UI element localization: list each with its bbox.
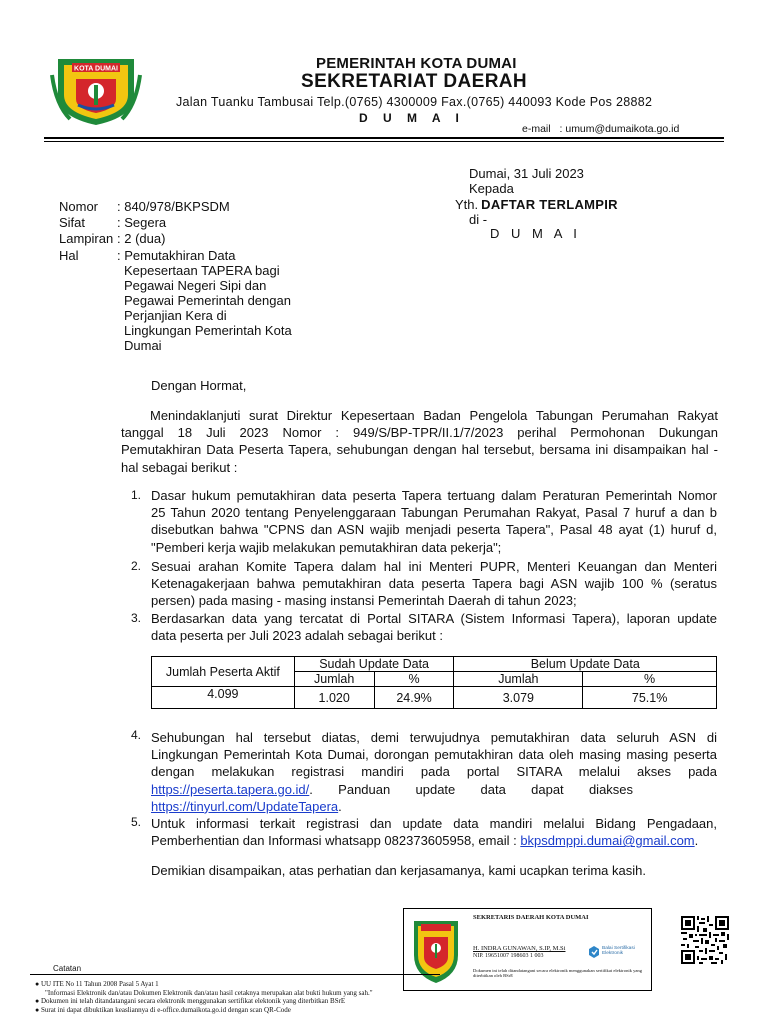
header-rule-thin [44,141,724,142]
list-item [151,729,717,815]
logo-text: KOTA DUMAI [74,65,118,73]
hal-line: : Pemutakhiran Data [117,248,236,263]
sifat-value: : Segera [117,215,167,230]
footer-rule [30,974,440,975]
subheader-jumlah: Jumlah [454,672,583,687]
org-name-line1: PEMERINTAH KOTA DUMAI [316,55,517,72]
letter-date: Dumai, 31 Juli 2023 [469,166,584,181]
catatan-label: Catatan [53,964,82,973]
destination-city: D U M A I [490,226,581,241]
footer-line: UU ITE No 11 Tahun 2008 Pasal 5 Ayat 1 [40,980,159,988]
org-email [522,123,679,135]
list-item [151,815,717,849]
list-item [151,487,717,556]
intro-line: hal sebagai berikut : [121,459,238,475]
org-address: Jalan Tuanku Tambusai Telp.(0765) 4300009 Fax.(0765) 440093 Kode Pos 28882 [176,95,653,109]
footer-line: Surat ini dapat dibuktikan keasliannya di e-office.dumaikota.go.id dengan scan QR-Code [40,1006,291,1014]
cell-not-updated-count: 3.079 [454,687,583,709]
sifat-label: Sifat [59,215,86,230]
kepada-label: Kepada [469,181,514,196]
list-number: 2. [131,559,142,573]
header-rule [44,137,724,139]
item-line: 25 Tahun 2020 tentang Penyelenggaraan Tabungan Perumahan Rakyat, Pasal 7 huruf a dan b [151,505,717,521]
update-data-table [151,656,717,709]
closing-statement: Demikian disampaikan, atas perhatian dan kerjasamanya, kami ucapkan terima kasih. [151,863,646,878]
item-line: Sesuai arahan Komite Tapera dalam hal ini Menteri PUPR, Menteri Keuangan dan Menteri [151,559,717,574]
yth-label: Yth. [455,197,479,212]
cell-not-updated-pct: 75.1% [583,687,717,709]
signer-title: SEKRETARIS DAERAH KOTA DUMAI [473,914,589,921]
lampiran-label: Lampiran [59,231,114,246]
greeting: Dengan Hormat, [151,378,247,393]
update-guide-link[interactable]: https://tinyurl.com/UpdateTapera [151,798,339,814]
intro-paragraph [121,407,718,476]
item-line [151,832,717,849]
item-line: Untuk informasi terkait registrasi dan update data mandiri melalui Bidang Pengadaan, [151,816,717,831]
hal-label: Hal [59,248,79,263]
item-text: Pemberhentian dan Informasi whatsapp 082373605958, email : [151,833,521,849]
org-city: D U M A I [359,111,465,125]
recipient [455,197,618,212]
list-number: 1. [131,488,142,502]
esign-note: Dokumen ini telah ditandatangani secara elektronik menggunakan sertifikat elektronik yang diterbitkan oleh BSrE [473,968,643,979]
kota-dumai-logo [50,55,142,127]
hal-line: Dumai [124,338,162,353]
org-name-line2: SEKRETARIAT DAERAH [301,71,528,92]
cell-updated-pct: 24.9% [374,687,454,709]
intro-line: tanggal 18 Juli 2023 Nomor : 949/S/BP-TPR/II.1/7/2023 perihal Permohonan Dukungan [121,425,718,441]
hal-line: Kepesertaan TAPERA bagi [124,263,280,278]
footer-note: ● Dokumen ini telah ditandatangani secara elektronik menggunakan sertifikat elektonik yang diterbitkan BSrE [35,997,346,1005]
footer-line: Dokumen ini telah ditandatangani secara elektronik menggunakan sertifikat elektonik yang diterbitkan BSrE [40,997,346,1005]
item-line [151,798,717,815]
e-signature-box [403,908,652,991]
hal-line: Pegawai Negeri Sipi dan [124,278,267,293]
footer-line: "Informasi Elektronik dan/atau Dokumen Elektronik dan/atau hasil cetaknya merupakan alat bukti hukum yang sah." [45,989,373,997]
di-label: di - [469,212,488,227]
item-line: persen) pada masing - masing instansi Pemerintah Daerah di tahun 2023; [151,593,577,609]
item-line: Sehubungan hal tersebut diatas, demi terwujudnya pemutakhiran data seluruh ASN di [151,730,717,745]
hal-line: Perjanjian Kera di [124,308,227,323]
item-line: data peserta per Juli 2023 adalah sebagai berikut : [151,628,443,644]
cell-total: 4.099 [152,687,295,709]
subheader-pct: % [374,672,454,687]
item-line: Dasar hukum pemutakhiran data peserta Tapera tertuang dalam Peraturan Pemerintah Nomor [151,488,717,503]
tapera-portal-link[interactable]: https://peserta.tapera.go.id/ [151,781,310,797]
hal-line: Pegawai Pemerintah dengan [124,293,291,308]
item-text: . Panduan update data dapat diakses [309,781,634,797]
item-line: Ketenagakerjaan bahwa pemutakhiran data peserta Tapera bagi ASN wajib 100 % (seratus [151,576,717,592]
header-updated: Sudah Update Data [294,657,454,672]
signer-name: H. INDRA GUNAWAN, S.IP, M.Si [473,945,566,952]
email-link[interactable]: bkpsdmppi.dumai@gmail.com [520,833,695,849]
email-label: e-mail [522,123,551,135]
intro-line: Menindaklanjuti surat Direktur Kepesertaan Badan Pengelola Tabungan Perumahan Rakyat [150,408,718,423]
verification-qr-code[interactable] [681,916,729,964]
item-line: "Pemberi kerja wajib melakukan pemutakhiran data pekerja"; [151,539,502,555]
list-item [151,558,717,610]
cell-updated-count: 1.020 [294,687,374,709]
list-number: 4. [131,728,142,742]
item-line: dengan melakukan registrasi mandiri pada portal SITARA melalui akses pada [151,764,717,780]
email-value: : umum@dumaikota.go.id [559,123,680,135]
list-number: 3. [131,611,142,625]
item-line [151,781,717,798]
item-line: Lingkungan Pemerintah Kota Dumai, dorongan pemutakhiran data oleh masing masing peserta [151,747,717,763]
item-line: disebutkan bahwa "CPNS dan ASN wajib menjadi peserta Tapera", Pasal 48 ayat (1) huruf d, [151,522,717,538]
item-line: Berdasarkan data yang tercatat di Portal SITARA (Sistem Informasi Tapera), laporan update [151,611,717,626]
nomor-value: : 840/978/BKPSDM [117,199,230,214]
hal-value [117,248,317,353]
bsre-label: Balai Sertifikasi Elektronik [602,946,635,957]
intro-line: Pemutakhiran Data Peserta Tapera, sehubungan dengan hal tersebut, bersama ini disampaikan hal - [121,442,718,458]
footer-note: ● Surat ini dapat dibuktikan keasliannya di e-office.dumaikota.go.id dengan scan QR-Code [35,1006,291,1014]
hal-line: Lingkungan Pemerintah Kota [124,323,292,338]
subheader-jumlah: Jumlah [294,672,374,687]
item-text: . [338,798,342,814]
list-number: 5. [131,815,142,829]
signer-nip: NIP. 19651007 198603 1 003 [473,953,544,959]
list-item [151,610,717,644]
lampiran-value: : 2 (dua) [117,231,166,246]
nomor-label: Nomor [59,199,99,214]
bsre-icon [588,945,600,959]
subheader-pct: % [583,672,717,687]
item-text: . [694,833,699,849]
header-total: Jumlah Peserta Aktif [152,657,295,687]
recipient-name: DAFTAR TERLAMPIR [481,197,618,212]
header-not-updated: Belum Update Data [454,657,717,672]
footer-note: ● UU ITE No 11 Tahun 2008 Pasal 5 Ayat 1 [35,980,159,988]
